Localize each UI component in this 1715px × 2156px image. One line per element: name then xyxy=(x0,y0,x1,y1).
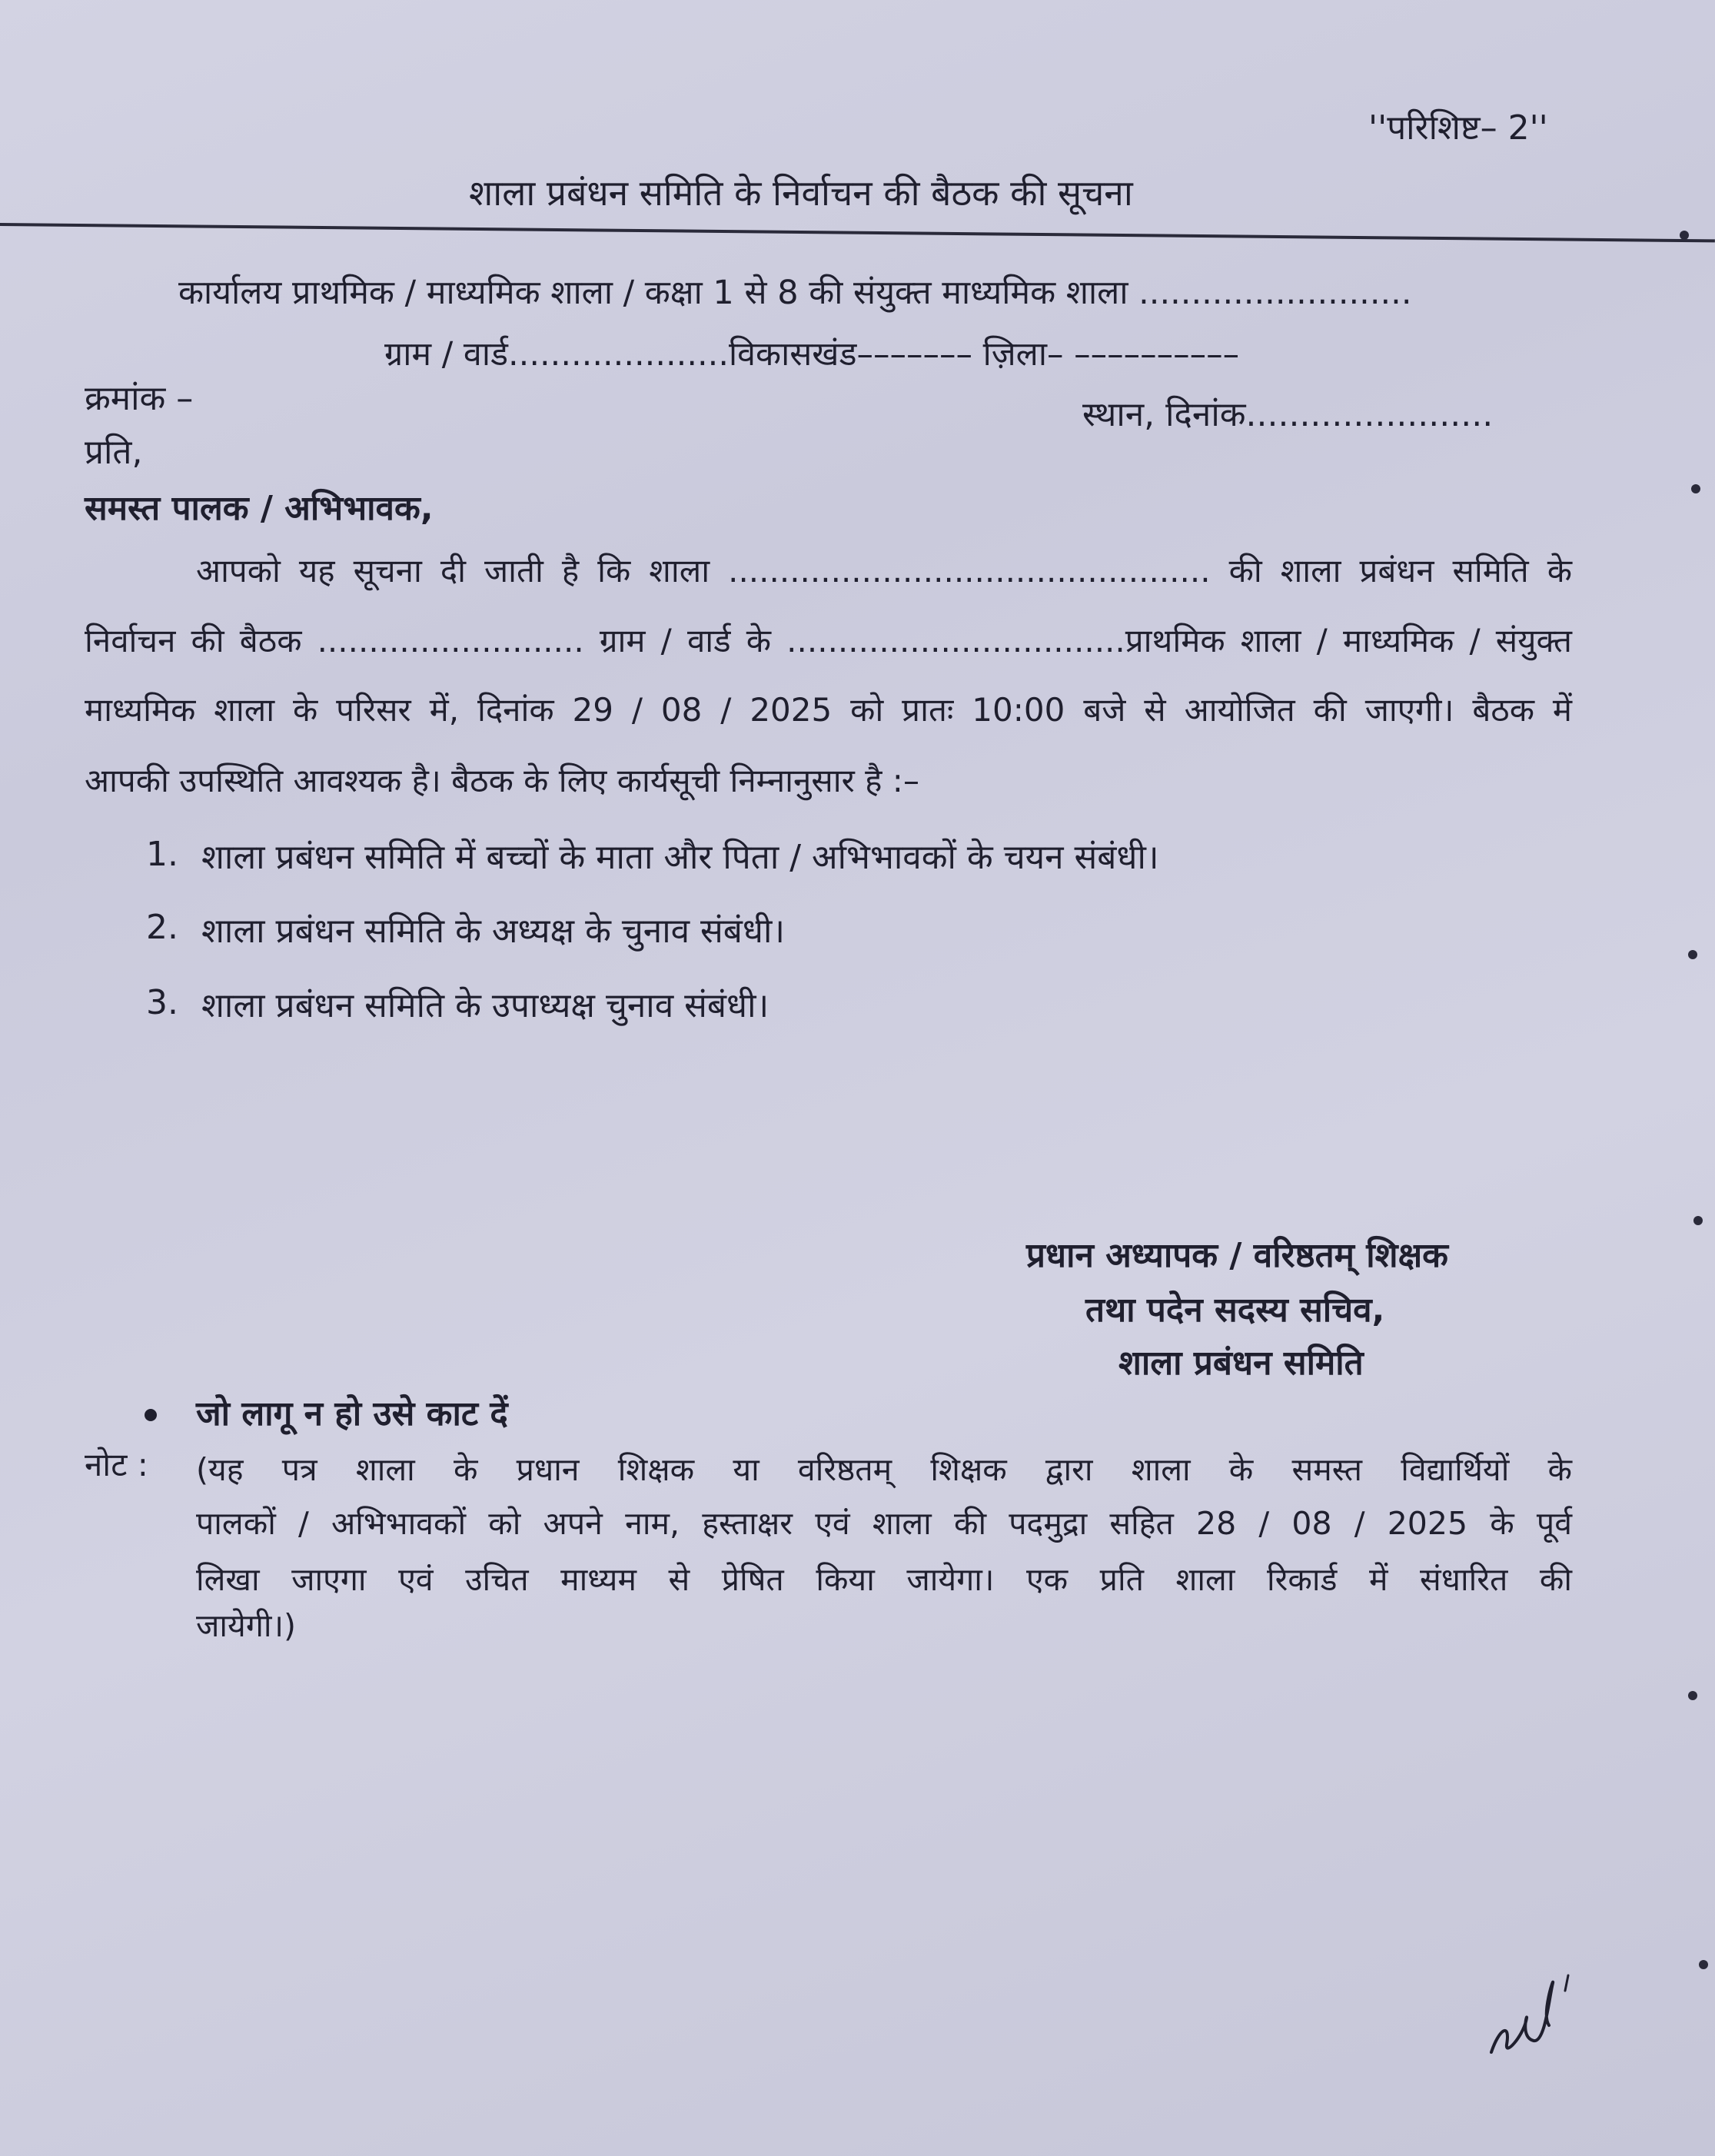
office-line: कार्यालय प्राथमिक / माध्यमिक शाला / कक्षा 1 से 8 की संयुक्त माध्यमिक शाला .......................... xyxy=(178,274,1412,312)
signatory-line: शाला प्रबंधन समिति xyxy=(1118,1344,1364,1383)
body-line: निर्वाचन की बैठक .......................... ग्राम / वार्ड के .................................प्राथमिक शाला / माध्यमिक / संयुक्त xyxy=(85,622,1572,659)
signatory-line: प्रधान अध्यापक / वरिष्ठतम् शिक्षक xyxy=(1026,1236,1448,1275)
page-title: शाला प्रबंधन समिति के निर्वाचन की बैठक की सूचना xyxy=(469,172,1133,214)
note-line: पालकों / अभिभावकों को अपने नाम, हस्ताक्षर एवं शाला की पदमुद्रा सहित 28 / 08 / 2025 के पूर्व xyxy=(196,1505,1572,1542)
handwritten-signature xyxy=(1476,1952,1591,2068)
note-line: लिखा जाएगा एवं उचित माध्यम से प्रेषित किया जायेगा। एक प्रति शाला रिकार्ड में संधारित की xyxy=(196,1561,1572,1598)
appendix-label: ''परिशिष्ट– 2'' xyxy=(1368,108,1548,148)
address-line: ग्राम / वार्ड.....................विकासखंड––––––– ज़िला– –––––––––– xyxy=(384,335,1240,374)
addressee: समस्त पालक / अभिभावक, xyxy=(85,489,434,528)
serial-number-label: क्रमांक – xyxy=(85,379,194,418)
punch-mark xyxy=(1680,231,1689,240)
signatory-line: तथा पदेन सदस्य सचिव, xyxy=(1085,1291,1385,1330)
punch-mark xyxy=(1693,1216,1703,1225)
place-date-label: स्थान, दिनांक....................... xyxy=(1082,395,1494,434)
punch-mark xyxy=(1688,1691,1697,1700)
note-line: (यह पत्र शाला के प्रधान शिक्षक या वरिष्ठतम् शिक्षक द्वारा शाला के समस्त विद्यार्थियों के xyxy=(196,1451,1572,1488)
agenda-number: 1. xyxy=(146,835,178,874)
body-line: आपको यह सूचना दी जाती है कि शाला ............................................... की शाला प्रबंधन समिति के xyxy=(196,552,1572,590)
body-line: माध्यमिक शाला के परिसर में, दिनांक 29 / 08 / 2025 को प्रातः 10:00 बजे से आयोजित की जाएगी। बैठक में xyxy=(85,691,1572,729)
strike-instruction: जो लागू न हो उसे काट दें xyxy=(196,1394,508,1433)
agenda-number: 2. xyxy=(146,908,178,947)
body-line: आपकी उपस्थिति आवश्यक है। बैठक के लिए कार्यसूची निम्नानुसार है :– xyxy=(85,762,919,799)
agenda-item: शाला प्रबंधन समिति में बच्चों के माता और पिता / अभिभावकों के चयन संबंधी। xyxy=(201,838,1159,877)
bullet-icon xyxy=(145,1409,157,1421)
agenda-item: शाला प्रबंधन समिति के अध्यक्ष के चुनाव संबंधी। xyxy=(201,912,786,951)
to-label: प्रति, xyxy=(85,433,143,472)
agenda-number: 3. xyxy=(146,983,178,1022)
note-label: नोट : xyxy=(85,1446,148,1483)
agenda-item: शाला प्रबंधन समिति के उपाध्यक्ष चुनाव संबंधी। xyxy=(201,986,769,1025)
note-line: जायेगी।) xyxy=(196,1607,297,1644)
punch-mark xyxy=(1688,950,1697,959)
header-divider xyxy=(0,223,1715,242)
punch-mark xyxy=(1691,484,1700,493)
punch-mark xyxy=(1699,1960,1708,1969)
